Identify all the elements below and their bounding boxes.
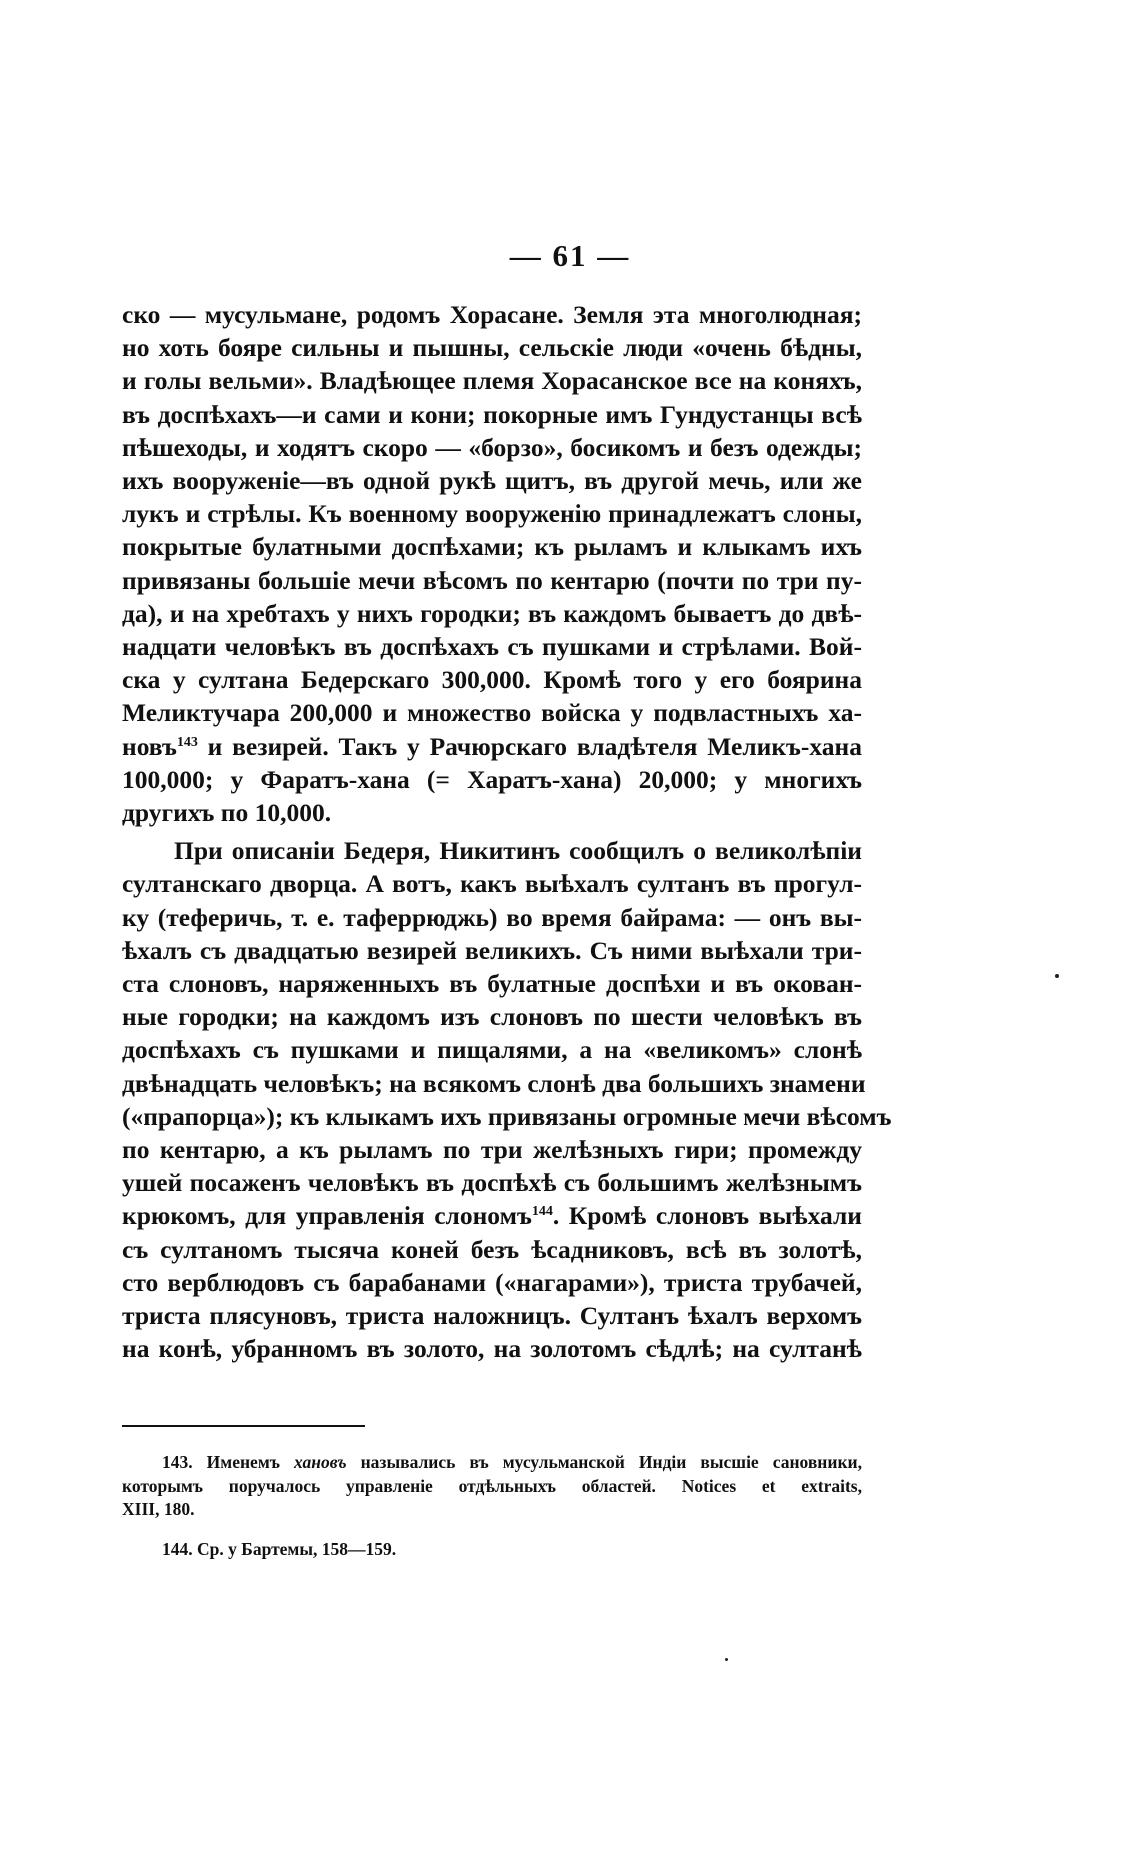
text-line: двѣнадцать человѣкъ; на всякомъ слонѣ два большихъ знамени xyxy=(122,1068,866,1098)
text-line: ку (теферичь, т. е. таферрюджь) во время байрама: — онъ вы- xyxy=(122,902,862,932)
text-fragment: . Кромѣ слоновъ выѣхали xyxy=(552,1201,862,1231)
text-line: лукъ и стрѣлы. Къ военному вооруженію принадлежатъ слоны, xyxy=(122,499,862,529)
footnote-ref-144[interactable]: 144 xyxy=(531,1204,553,1220)
footnotes xyxy=(122,1451,862,1561)
text-line: пѣшеходы, и ходятъ скоро — «борзо», босикомъ и безъ одежды; xyxy=(122,432,862,462)
text-line: ѣхалъ съ двадцатью везирей великихъ. Съ ними выѣхали три- xyxy=(122,935,862,965)
text-line: Меликтучара 200,000 и множество войска у подвластныхъ ха- xyxy=(122,698,862,728)
footnote-ref-143[interactable]: 143 xyxy=(176,734,198,750)
text-line: по кентарю, а къ рыламъ по три желѣзныхъ гири; промежду xyxy=(122,1135,862,1165)
text-line: ушей посаженъ человѣкъ въ доспѣхѣ съ большимъ желѣзнымъ xyxy=(122,1168,862,1198)
text-line: въ доспѣхахъ—и сами и кони; покорные имъ Гундустанцы всѣ xyxy=(122,399,862,429)
text-line: на конѣ, убранномъ въ золото, на золотомъ сѣдлѣ; на султанѣ xyxy=(122,1334,862,1364)
body-text xyxy=(122,298,892,1366)
text-line: ска у султана Бедерскаго 300,000. Кромѣ того у его боярина xyxy=(122,665,862,695)
footnote-143 xyxy=(122,1451,862,1522)
footnote-emphasis: хановъ xyxy=(294,1452,347,1472)
footnote-number: 143. xyxy=(162,1452,193,1472)
footnote-text: назывались въ мусульманской Индіи высшіе сановники, xyxy=(360,1452,863,1472)
text-line: триста плясуновъ, триста наложницъ. Султанъ ѣхалъ верхомъ xyxy=(122,1301,862,1331)
text-line: и голы вельми». Владѣющее племя Хорасанское все на коняхъ, xyxy=(122,366,862,396)
text-line: ихъ вооруженіе—въ одной рукѣ щитъ, въ другой мечь, или же xyxy=(122,466,862,496)
text-line: покрытые булатными доспѣхами; къ рыламъ и клыкамъ ихъ xyxy=(122,532,862,562)
text-line-with-footnote-ref xyxy=(122,730,862,763)
text-fragment: и везирей. Такъ у Рачюрскаго владѣтеля Меликъ-хана xyxy=(207,731,862,761)
page-number: — 61 — xyxy=(509,238,631,273)
text-line: султанскаго дворца. А вотъ, какъ выѣхалъ султанъ въ прогул- xyxy=(122,869,862,899)
text-line-with-footnote-ref xyxy=(122,1199,862,1232)
text-line: привязаны большіе мечи вѣсомъ по кентарю (почти по три пу- xyxy=(122,565,862,595)
footnote-text: Ср. у Бартемы, 158—159. xyxy=(197,1538,397,1559)
text-line: ста слоновъ, наряженныхъ въ булатные доспѣхи и въ окован- xyxy=(122,969,862,999)
text-line: съ султаномъ тысяча коней безъ ѣсадниковъ, всѣ въ золотѣ, xyxy=(122,1234,862,1264)
footnote-text: Именемъ xyxy=(206,1452,280,1472)
text-line: При описаніи Бедеря, Никитинъ сообщилъ о великолѣпіи xyxy=(174,836,862,866)
text-line: («прапорца»); къ клыкамъ ихъ привязаны огромные мечи вѣсомъ xyxy=(122,1101,892,1131)
footnote-line: XIII, 180. xyxy=(122,1499,195,1519)
text-fragment: новъ xyxy=(122,731,177,761)
text-fragment: крюкомъ, для управленія слономъ xyxy=(122,1201,532,1231)
paragraph-2 xyxy=(122,834,892,1365)
footnote-number: 144. xyxy=(162,1538,193,1559)
text-line: ско — мусульмане, родомъ Хорасане. Земля эта многолюдная; xyxy=(122,300,862,329)
text-line: надцати человѣкъ въ доспѣхахъ съ пушками и стрѣлами. Вой- xyxy=(122,632,862,662)
footnote-line xyxy=(122,1451,862,1475)
text-line: но хоть бояре сильны и пышны, сельскіе люди «очень бѣдны, xyxy=(122,333,862,363)
footnote-line: которымъ поручалось управленіе отдѣльныхъ областей. Notices et extraits, xyxy=(122,1475,862,1496)
text-line: да), и на хребтахъ у нихъ городки; въ каждомъ бываетъ до двѣ- xyxy=(122,598,862,628)
footnote-144 xyxy=(122,1538,862,1562)
scan-speck xyxy=(725,1658,728,1661)
footnote-line xyxy=(122,1538,862,1562)
text-line: доспѣхахъ съ пушками и пищалями, а на «великомъ» слонѣ xyxy=(122,1035,862,1065)
paragraph-1 xyxy=(122,298,862,829)
scan-speck xyxy=(1055,974,1059,978)
footnote-separator xyxy=(122,1425,365,1427)
text-line: сто верблюдовъ съ барабанами («нагарами»), триста трубачей, xyxy=(122,1267,862,1297)
text-line: 100,000; у Фаратъ-хана (= Харатъ-хана) 20,000; у многихъ xyxy=(122,764,862,794)
text-line: другихъ по 10,000. xyxy=(122,798,332,828)
text-line: ные городки; на каждомъ изъ слоновъ по шести человѣкъ въ xyxy=(122,1002,862,1032)
